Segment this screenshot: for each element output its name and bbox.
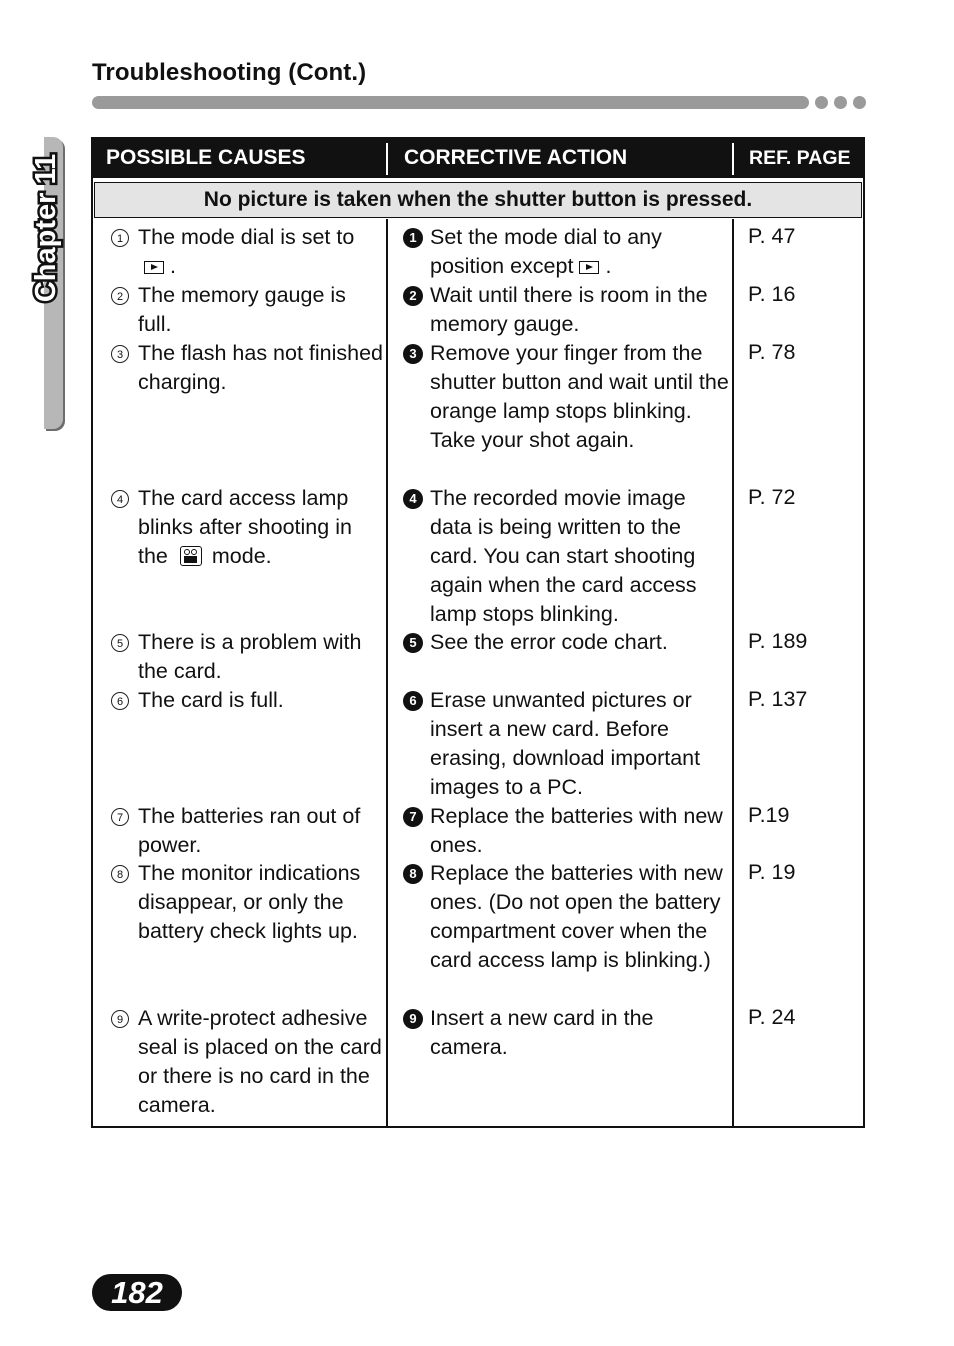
cause-text: The memory gauge is full.: [138, 283, 346, 336]
action-number: 3: [403, 344, 423, 364]
movie-mode-icon: [180, 546, 202, 566]
cause-text: A write-protect adhesive seal is placed on the card or there is no card in the camera.: [138, 1006, 382, 1117]
cause-number: 9: [111, 1010, 129, 1028]
action-cell: [403, 484, 733, 629]
action-text: See the error code chart.: [430, 630, 668, 654]
title-dot: [853, 96, 866, 109]
action-text-end: .: [605, 254, 612, 278]
playback-icon: [144, 261, 164, 274]
cause-cell: [111, 628, 385, 686]
ref-page: P.19: [748, 803, 790, 827]
action-text: Replace the batteries with new ones.: [430, 804, 723, 857]
page-number: 182: [92, 1274, 182, 1311]
action-text: Erase unwanted pictures or insert a new card. Before erasing, download important images to a PC.: [430, 688, 701, 799]
action-cell: [403, 628, 733, 657]
action-number: 9: [403, 1009, 423, 1029]
action-number: 2: [403, 286, 423, 306]
action-cell: [403, 686, 733, 802]
action-cell: [403, 281, 733, 339]
page-title: Troubleshooting (Cont.): [92, 59, 367, 86]
action-text: Remove your finger from the shutter button and wait until the orange lamp stops blinking. Take your shot again.: [430, 341, 729, 452]
column-divider: [386, 219, 388, 1126]
cause-text-end: mode.: [211, 544, 272, 568]
chapter-label-text: Chapter 11: [30, 153, 62, 303]
action-cell: [403, 1004, 733, 1062]
column-header-causes: POSSIBLE CAUSES: [106, 146, 306, 169]
cause-number: 1: [111, 229, 129, 247]
section-title: No picture is taken when the shutter button is pressed.: [94, 182, 862, 218]
cause-text: The card is full.: [138, 688, 284, 712]
title-underline-bar: [92, 96, 809, 109]
ref-page: P. 189: [748, 629, 808, 653]
title-dot: [815, 96, 828, 109]
action-number: 5: [403, 633, 423, 653]
action-text: Wait until there is room in the memory gauge.: [430, 283, 708, 336]
cause-cell: [111, 859, 385, 946]
cause-cell: [111, 281, 385, 339]
cause-text: The monitor indications disappear, or only the battery check lights up.: [138, 861, 361, 943]
cause-number: 6: [111, 692, 129, 710]
cause-number: 4: [111, 490, 129, 508]
action-text: Replace the batteries with new ones. (Do not open the battery compartment cover when the card access lamp is blinking.): [430, 861, 723, 972]
cause-text: The mode dial is set to: [138, 225, 355, 249]
action-number: 8: [403, 864, 423, 884]
column-separator: [732, 143, 734, 175]
cause-text: The batteries ran out of power.: [138, 804, 361, 857]
action-number: 1: [403, 228, 423, 248]
cause-number: 5: [111, 634, 129, 652]
cause-cell: [111, 802, 385, 860]
action-cell: [403, 223, 733, 281]
action-text: Insert a new card in the camera.: [430, 1006, 654, 1059]
column-separator: [386, 143, 388, 175]
cause-number: 3: [111, 345, 129, 363]
column-header-ref: REF. PAGE: [749, 147, 851, 169]
ref-page: P. 78: [748, 340, 796, 364]
ref-page: P. 24: [748, 1005, 796, 1029]
ref-page: P. 19: [748, 860, 796, 884]
cause-cell: [111, 223, 385, 281]
troubleshooting-table: [91, 137, 865, 1128]
cause-cell: [111, 686, 385, 715]
action-number: 7: [403, 807, 423, 827]
cause-cell: [111, 484, 385, 571]
cause-text: There is a problem with the card.: [138, 630, 362, 683]
cause-cell: [111, 339, 385, 397]
action-text: Set the mode dial to any position except: [430, 225, 662, 278]
ref-page: P. 16: [748, 282, 796, 306]
action-cell: [403, 339, 733, 455]
table-header: [93, 139, 863, 178]
cause-text-end: .: [170, 254, 176, 278]
action-cell: [403, 859, 733, 975]
cause-number: 8: [111, 865, 129, 883]
chapter-label: [4, 142, 80, 314]
ref-page: P. 137: [748, 687, 808, 711]
cause-number: 2: [111, 287, 129, 305]
cause-cell: [111, 1004, 385, 1120]
ref-page: P. 47: [748, 224, 796, 248]
cause-number: 7: [111, 808, 129, 826]
action-number: 6: [403, 691, 423, 711]
action-text: The recorded movie image data is being written to the card. You can start shooting again when the card access lamp stops blinking.: [430, 486, 697, 626]
ref-page: P. 72: [748, 485, 796, 509]
column-header-action: CORRECTIVE ACTION: [404, 146, 628, 169]
cause-text: The flash has not finished charging.: [138, 341, 384, 394]
action-number: 4: [403, 489, 423, 509]
action-cell: [403, 802, 733, 860]
title-dot: [834, 96, 847, 109]
playback-icon: [579, 261, 599, 274]
cause-text: The card access lamp blinks after shooting in the: [138, 486, 352, 568]
